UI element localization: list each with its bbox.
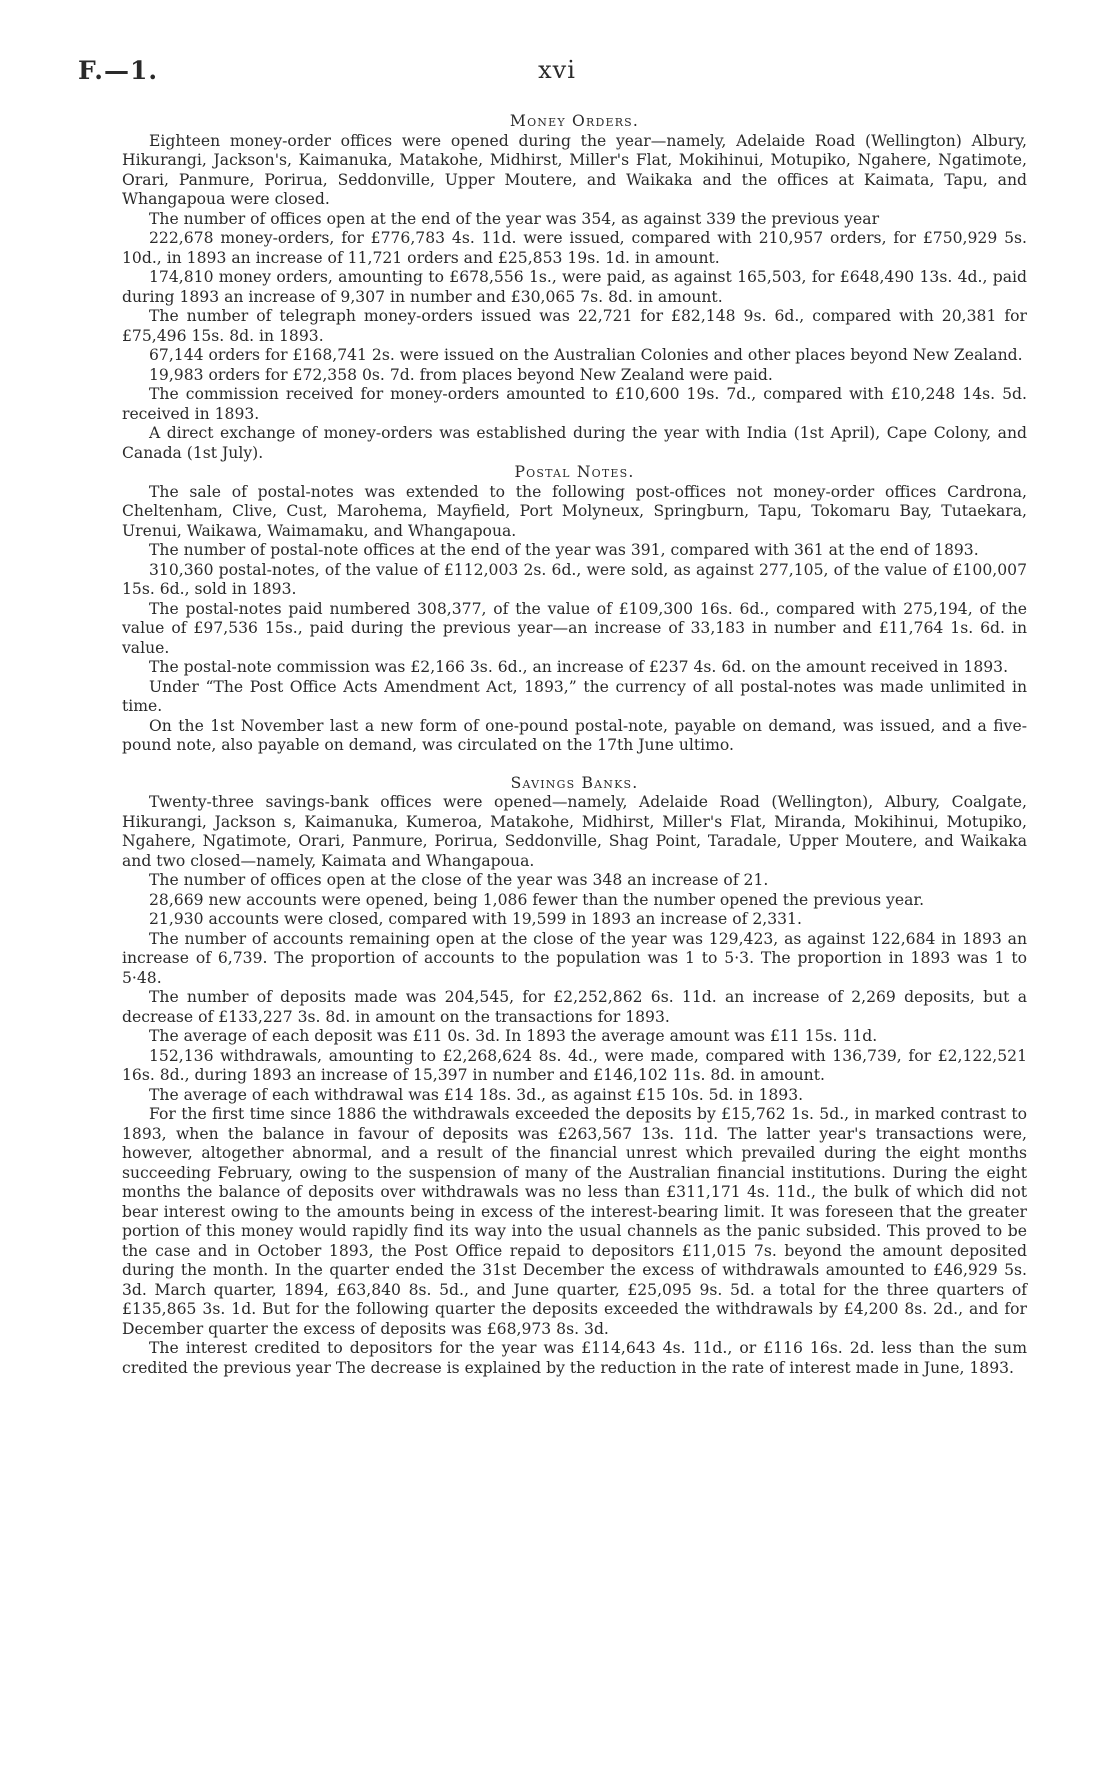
section-postal-notes	[122, 463, 1027, 756]
paragraph: For the first time since 1886 the withdrawals exceeded the deposits by £15,762 1s. 5d., in marked contrast to 1893, when the balance in favour of deposits was £263,567 13s. 11d. The latter year's transactions were, however, altogether abnormal, and a result of the financial unrest which prevailed during the eight months succeeding February, owing to the suspension of many of the Australian financial institutions. During the eight months the balance of deposits over withdrawals was no less than £311,171 4s. 11d., the bulk of which did not bear interest owing to the amounts being in excess of the interest-bearing limit. It was foreseen that the greater portion of this money would rapidly find its way into the usual channels as the panic subsided. This proved to be the case and in October 1893, the Post Office repaid to depositors £11,015 7s. beyond the amount deposited during the month. In the quarter ended the 31st December the excess of withdrawals amounted to £46,929 5s. 3d. March quarter, 1894, £63,840 8s. 5d., and June quarter, £25,095 9s. 5d. a total for the three quarters of £135,865 3s. 1d. But for the following quarter the deposits exceeded the withdrawals by £4,200 8s. 2d., and for December quarter the excess of deposits was £68,973 8s. 3d.	[122, 1105, 1027, 1338]
paragraph: The number of accounts remaining open at the close of the year was 129,423, as against 122,684 in 1893 an increase of 6,739. The proportion of accounts to the population was 1 to 5·3. The proportion in 1893 was 1 to 5·48.	[122, 929, 1027, 987]
paragraph: The postal-notes paid numbered 308,377, of the value of £109,300 16s. 6d., compared with 275,194, of the value of £97,536 15s., paid during the previous year—an increase of 33,183 in number and £11,764 1s. 6d. in value.	[122, 599, 1027, 657]
paragraph: Under “The Post Office Acts Amendment Act, 1893,” the currency of all postal-notes was made unlimited in time.	[122, 677, 1027, 715]
section-heading: Postal Notes.	[514, 463, 635, 481]
paragraph: The number of postal-note offices at the end of the year was 391, compared with 361 at the end of 1893.	[149, 541, 979, 559]
paragraph: On the 1st November last a new form of one-pound postal-note, payable on demand, was issued, and a five-pound note, also payable on demand, was circulated on the 17th June ultimo.	[122, 716, 1027, 754]
section-money-orders	[122, 112, 1027, 463]
paragraph: A direct exchange of money-orders was established during the year with India (1st April), Cape Colony, and Canada (1st July).	[122, 424, 1027, 462]
paragraph: 222,678 money-orders, for £776,783 4s. 11d. were issued, compared with 210,957 orders, for £750,929 5s. 10d., in 1893 an increase of 11,721 orders and £25,853 19s. 1d. in amount.	[122, 229, 1027, 267]
paragraph: The average of each deposit was £11 0s. 3d. In 1893 the average amount was £11 15s. 11d.	[149, 1027, 878, 1045]
paragraph: Twenty-three savings-bank offices were opened—namely, Adelaide Road (Wellington), Albury, Coalgate, Hikurangi, Jackson s, Kaimanuka, Kumeroa, Matakohe, Midhirst, Miller's Flat, Miranda, Mokihinui, Motupiko, Ngahere, Ngatimote, Orari, Panmure, Porirua, Seddonville, Shag Point, Taradale, Upper Moutere, and Waikaka and two closed—namely, Kaimata and Whangapoua.	[122, 793, 1027, 870]
paragraph: The number of telegraph money-orders issued was 22,721 for £82,148 9s. 6d., compared with 20,381 for £75,496 15s. 8d. in 1893.	[122, 307, 1027, 345]
paragraph: 67,144 orders for £168,741 2s. were issued on the Australian Colonies and other places beyond New Zealand.	[149, 346, 1023, 364]
paragraph: The average of each withdrawal was £14 18s. 3d., as against £15 10s. 5d. in 1893.	[149, 1085, 804, 1104]
paragraph: 21,930 accounts were closed, compared with 19,599 in 1893 an increase of 2,331.	[149, 910, 802, 928]
paragraph: The commission received for money-orders amounted to £10,600 19s. 7d., compared with £10,248 14s. 5d. received in 1893.	[122, 385, 1027, 423]
paragraph: The interest credited to depositors for the year was £114,643 4s. 11d., or £116 16s. 2d. less than the sum credited the previous year The decrease is explained by the reduction in the rate of interest made in June, 1893.	[122, 1339, 1027, 1377]
page-number: xvi	[538, 56, 576, 84]
paragraph: The postal-note commission was £2,166 3s. 6d., an increase of £237 4s. 6d. on the amount received in 1893.	[149, 658, 1009, 676]
section-spacer	[122, 756, 1027, 774]
paragraph: The number of offices open at the end of the year was 354, as against 339 the previous year	[149, 209, 880, 228]
paragraph: 28,669 new accounts were opened, being 1,086 fewer than the number opened the previous year.	[149, 890, 925, 909]
section-heading: Money Orders.	[509, 112, 640, 130]
paragraph: The sale of postal-notes was extended to the following post-offices not money-order offices Cardrona, Cheltenham, Clive, Cust, Marohema, Mayfield, Port Molyneux, Springburn, Tapu, Tokomaru Bay, Tutaekara, Urenui, Waikawa, Waimamaku, and Whangapoua.	[122, 482, 1027, 540]
paragraph: The number of offices open at the close of the year was 348 an increase of 21.	[149, 871, 769, 889]
section-heading: Savings Banks.	[510, 773, 639, 792]
paragraph: 152,136 withdrawals, amounting to £2,268,624 8s. 4d., were made, compared with 136,739, for £2,122,521 16s. 8d., during 1893 an increase of 15,397 in number and £146,102 11s. 8d. in amount.	[122, 1046, 1027, 1084]
paragraph: 310,360 postal-notes, of the value of £112,003 2s. 6d., were sold, as against 277,105, of the value of £100,007 15s. 6d., sold in 1893.	[122, 560, 1027, 598]
paragraph: 19,983 orders for £72,358 0s. 7d. from places beyond New Zealand were paid.	[149, 365, 773, 384]
paragraph: The number of deposits made was 204,545, for £2,252,862 6s. 11d. an increase of 2,269 deposits, but a decrease of £133,227 3s. 8d. in amount on the transactions for 1893.	[122, 988, 1027, 1026]
page-body	[122, 112, 1027, 1378]
paragraph: Eighteen money-order offices were opened during the year—namely, Adelaide Road (Wellington) Albury, Hikurangi, Jackson's, Kaimanuka, Matakohe, Midhirst, Miller's Flat, Mokihinui, Motupiko, Ngahere, Ngatimote, Orari, Panmure, Porirua, Seddonville, Upper Moutere, and Waikaka and the offices at Kaimata, Tapu, and Whangapoua were closed.	[122, 131, 1027, 208]
section-savings-banks	[122, 774, 1027, 1379]
paragraph: 174,810 money orders, amounting to £678,556 1s., were paid, as against 165,503, for £648,490 13s. 4d., paid during 1893 an increase of 9,307 in number and £30,065 7s. 8d. in amount.	[122, 268, 1027, 306]
document-reference: F.—1.	[78, 56, 159, 85]
